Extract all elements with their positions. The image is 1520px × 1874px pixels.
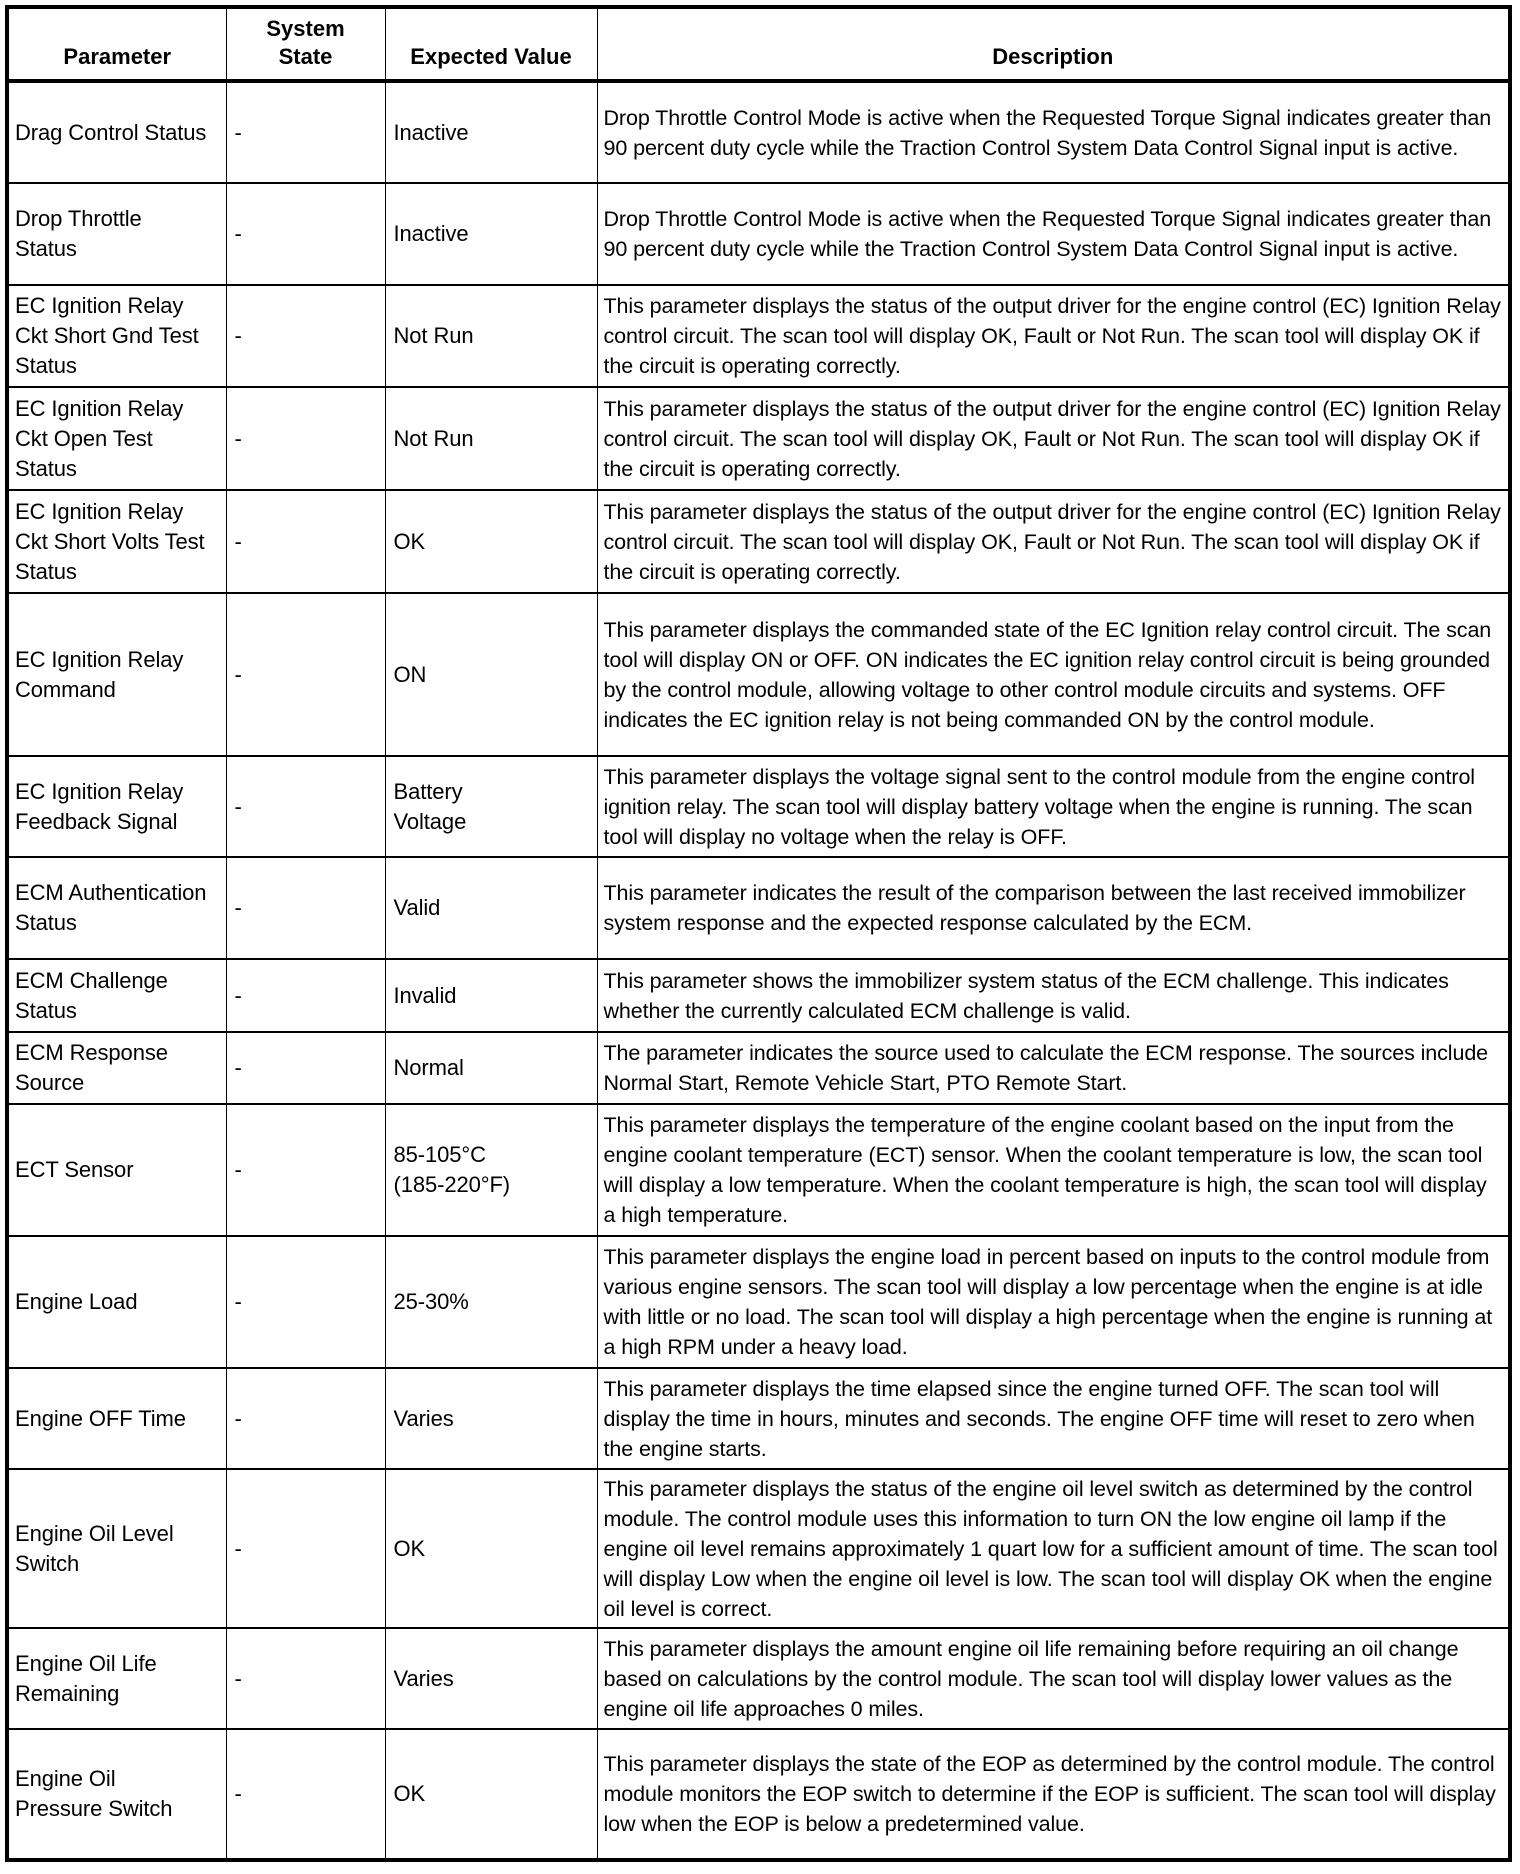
description-cell: This parameter displays the time elapsed since the engine turned OFF. The scan tool will display the time in hours, minutes and seconds. The engine OFF time will reset to zero when the engine starts.	[597, 1368, 1510, 1469]
expected-value-cell: OK	[385, 1729, 597, 1860]
expected-value-cell: Invalid	[385, 959, 597, 1032]
expected-value-cell: Not Run	[385, 285, 597, 387]
expected-value-cell: 85-105°C (185-220°F)	[385, 1104, 597, 1236]
table-row	[7, 1469, 1510, 1628]
parameter-cell: EC Ignition Relay Ckt Short Volts Test Status	[7, 490, 226, 593]
expected-value-cell: Inactive	[385, 183, 597, 285]
expected-value-cell: 25-30%	[385, 1236, 597, 1368]
parameter-cell: EC Ignition Relay Command	[7, 593, 226, 756]
description-cell: This parameter displays the voltage signal sent to the control module from the engine control ignition relay. The scan tool will display battery voltage when the engine is running. The scan tool will display no voltage when the relay is OFF.	[597, 756, 1510, 857]
expected-value-cell: Inactive	[385, 81, 597, 183]
description-cell: This parameter displays the status of the output driver for the engine control (EC) Ignition Relay control circuit. The scan tool will display OK, Fault or Not Run. The scan tool will display OK if the circuit is operating correctly.	[597, 285, 1510, 387]
description-cell: This parameter shows the immobilizer system status of the ECM challenge. This indicates whether the currently calculated ECM challenge is valid.	[597, 959, 1510, 1032]
table-row	[7, 756, 1510, 857]
description-cell: This parameter displays the engine load in percent based on inputs to the control module from various engine sensors. The scan tool will display a low percentage when the engine is at idle with little or no load. The scan tool will display a high percentage when the engine is running at a high RPM under a heavy load.	[597, 1236, 1510, 1368]
header-row	[7, 7, 1510, 81]
system-state-cell: -	[226, 1729, 385, 1860]
expected-value-cell: Valid	[385, 857, 597, 959]
system-state-cell: -	[226, 959, 385, 1032]
table-row	[7, 593, 1510, 756]
system-state-cell: -	[226, 285, 385, 387]
description-cell: This parameter displays the amount engine oil life remaining before requiring an oil change based on calculations by the control module. The scan tool will display lower values as the engine oil life approaches 0 miles.	[597, 1628, 1510, 1729]
description-cell: Drop Throttle Control Mode is active when the Requested Torque Signal indicates greater than 90 percent duty cycle while the Traction Control System Data Control Signal input is active.	[597, 81, 1510, 183]
parameter-cell: Engine Oil Pressure Switch	[7, 1729, 226, 1860]
expected-value-cell: OK	[385, 1469, 597, 1628]
parameter-cell: ECM Response Source	[7, 1032, 226, 1104]
table-row	[7, 1236, 1510, 1368]
description-cell: This parameter displays the commanded state of the EC Ignition relay control circuit. The scan tool will display ON or OFF. ON indicates the EC ignition relay control circuit is being grounded by the control module, allowing voltage to other control module circuits and systems. OFF indicates the EC ignition relay is not being commanded ON by the control module.	[597, 593, 1510, 756]
table-row	[7, 81, 1510, 183]
table-row	[7, 1368, 1510, 1469]
parameter-cell: Engine Load	[7, 1236, 226, 1368]
table-row	[7, 1729, 1510, 1860]
parameter-cell: Drop Throttle Status	[7, 183, 226, 285]
description-cell: This parameter displays the status of the engine oil level switch as determined by the control module. The control module uses this information to turn ON the low engine oil lamp if the engine oil level remains approximately 1 quart low for a sufficient amount of time. The scan tool will display Low when the engine oil level is low. The scan tool will display OK when the engine oil level is correct.	[597, 1469, 1510, 1628]
description-cell: The parameter indicates the source used to calculate the ECM response. The sources include Normal Start, Remote Vehicle Start, PTO Remote Start.	[597, 1032, 1510, 1104]
header-system-state	[226, 7, 385, 81]
system-state-cell: -	[226, 81, 385, 183]
parameter-cell: EC Ignition Relay Ckt Open Test Status	[7, 387, 226, 490]
description-cell: This parameter displays the status of the output driver for the engine control (EC) Ignition Relay control circuit. The scan tool will display OK, Fault or Not Run. The scan tool will display OK if the circuit is operating correctly.	[597, 490, 1510, 593]
expected-value-cell: Normal	[385, 1032, 597, 1104]
parameter-cell: ECM Authentication Status	[7, 857, 226, 959]
system-state-cell: -	[226, 183, 385, 285]
system-state-cell: -	[226, 1104, 385, 1236]
parameter-cell: EC Ignition Relay Feedback Signal	[7, 756, 226, 857]
table-row	[7, 285, 1510, 387]
expected-value-cell: Battery Voltage	[385, 756, 597, 857]
system-state-cell: -	[226, 1469, 385, 1628]
parameter-cell: ECT Sensor	[7, 1104, 226, 1236]
parameter-cell: Drag Control Status	[7, 81, 226, 183]
parameter-cell: ECM Challenge Status	[7, 959, 226, 1032]
table-row	[7, 1628, 1510, 1729]
parameter-cell: Engine Oil Life Remaining	[7, 1628, 226, 1729]
system-state-cell: -	[226, 593, 385, 756]
system-state-cell: -	[226, 1032, 385, 1104]
expected-value-cell: ON	[385, 593, 597, 756]
table-body	[7, 81, 1510, 1860]
expected-value-cell: Varies	[385, 1628, 597, 1729]
table-row	[7, 857, 1510, 959]
description-cell: This parameter displays the state of the EOP as determined by the control module. The control module monitors the EOP switch to determine if the EOP is sufficient. The scan tool will display low when the EOP is below a predetermined value.	[597, 1729, 1510, 1860]
header-description: Description	[597, 7, 1510, 81]
system-state-cell: -	[226, 1628, 385, 1729]
header-parameter: Parameter	[7, 7, 226, 81]
expected-value-cell: Not Run	[385, 387, 597, 490]
system-state-cell: -	[226, 756, 385, 857]
header-expected-value: Expected Value	[385, 7, 597, 81]
description-cell: Drop Throttle Control Mode is active when the Requested Torque Signal indicates greater than 90 percent duty cycle while the Traction Control System Data Control Signal input is active.	[597, 183, 1510, 285]
parameter-cell: EC Ignition Relay Ckt Short Gnd Test Status	[7, 285, 226, 387]
table-row	[7, 490, 1510, 593]
expected-value-cell: Varies	[385, 1368, 597, 1469]
table-row	[7, 183, 1510, 285]
system-state-cell: -	[226, 387, 385, 490]
parameter-table	[5, 5, 1512, 1862]
expected-value-cell: OK	[385, 490, 597, 593]
system-state-cell: -	[226, 1236, 385, 1368]
system-state-cell: -	[226, 490, 385, 593]
table-row	[7, 959, 1510, 1032]
description-cell: This parameter displays the temperature of the engine coolant based on the input from the engine coolant temperature (ECT) sensor. When the coolant temperature is low, the scan tool will display a low temperature. When the coolant temperature is high, the scan tool will display a high temperature.	[597, 1104, 1510, 1236]
header-system-state-label: System State	[266, 16, 345, 69]
table-row	[7, 1104, 1510, 1236]
system-state-cell: -	[226, 857, 385, 959]
table-row	[7, 1032, 1510, 1104]
parameter-cell: Engine Oil Level Switch	[7, 1469, 226, 1628]
description-cell: This parameter indicates the result of the comparison between the last received immobilizer system response and the expected response calculated by the ECM.	[597, 857, 1510, 959]
table-row	[7, 387, 1510, 490]
system-state-cell: -	[226, 1368, 385, 1469]
description-cell: This parameter displays the status of the output driver for the engine control (EC) Ignition Relay control circuit. The scan tool will display OK, Fault or Not Run. The scan tool will display OK if the circuit is operating correctly.	[597, 387, 1510, 490]
parameter-cell: Engine OFF Time	[7, 1368, 226, 1469]
